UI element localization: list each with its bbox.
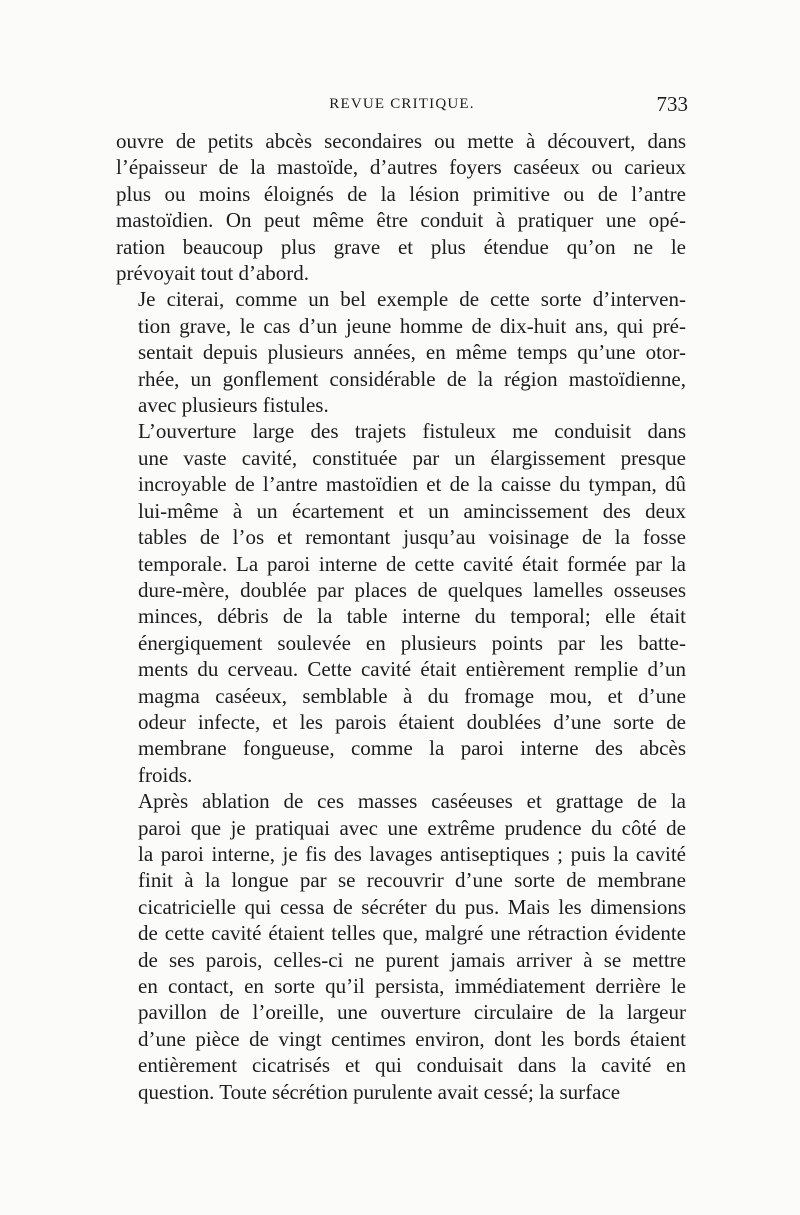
running-head [116, 92, 688, 120]
text-line: magma caséeux, semblable à du fromage mou, et d’une [138, 683, 686, 708]
text-line: entièrement cicatrisés et qui conduisait dans la cavité en [138, 1053, 686, 1078]
text-line: mastoïdien. On peut même être conduit à pratiquer une opé- [116, 208, 686, 233]
paragraph [116, 788, 686, 1105]
text-line: tion grave, le cas d’un jeune homme de dix-huit ans, qui pré- [138, 313, 686, 338]
text-line: ments du cerveau. Cette cavité était entièrement remplie d’un [138, 657, 686, 682]
text-line: finit à la longue par se recouvrir d’une sorte de membrane [138, 868, 686, 893]
text-line: ration beaucoup plus grave et plus étendue qu’on ne le [116, 234, 686, 259]
text-line: énergiquement soulevée en plusieurs points par les batte- [138, 630, 686, 655]
text-line: question. Toute sécrétion purulente avait cessé; la surface [138, 1079, 621, 1104]
text-line: lui-même à un écartement et un amincissement des deux [138, 498, 686, 523]
text-line: tables de l’os et remontant jusqu’au voisinage de la fosse [138, 525, 686, 550]
running-title: REVUE CRITIQUE. [329, 96, 475, 112]
text-line: paroi que je pratiquai avec une extrême prudence du côté de [138, 815, 686, 840]
text-line: prévoyait tout d’abord. [116, 261, 310, 286]
text-line: membrane fongueuse, comme la paroi interne des abcès [138, 736, 686, 761]
text-line: sentait depuis plusieurs années, en même temps qu’une otor- [138, 340, 686, 365]
text-line: rhée, un gonflement considérable de la région mastoïdienne, [138, 366, 686, 391]
text-line: une vaste cavité, constituée par un élargissement presque [138, 445, 686, 470]
text-line: Après ablation de ces masses caséeuses et grattage de la [138, 789, 686, 814]
text-line: de ses parois, celles-ci ne purent jamais arriver à se mettre [138, 947, 686, 972]
text-line: la paroi interne, je fis des lavages antiseptiques ; puis la cavité [138, 841, 686, 866]
paragraph [116, 418, 686, 788]
text-line: avec plusieurs fistules. [138, 393, 329, 418]
text-line: minces, débris de la table interne du temporal; elle était [138, 604, 686, 629]
text-line: de cette cavité étaient telles que, malgré une rétraction évidente [138, 921, 686, 946]
text-line: L’ouverture large des trajets fistuleux me conduisit dans [138, 419, 686, 444]
text-line: en contact, en sorte qu’il persista, immédiatement derrière le [138, 974, 686, 998]
text-line: froids. [138, 762, 193, 787]
text-line: temporale. La paroi interne de cette cavité était formée par la [138, 551, 686, 576]
text-line: plus ou moins éloignés de la lésion primitive ou de l’antre [116, 181, 686, 206]
text-line: pavillon de l’oreille, une ouverture circulaire de la largeur [138, 1000, 686, 1025]
text-line: incroyable de l’antre mastoïdien et de la caisse du tympan, dû [138, 472, 686, 497]
text-line: d’une pièce de vingt centimes environ, dont les bords étaient [138, 1026, 686, 1051]
text-line: odeur infecte, et les parois étaient doublées d’une sorte de [138, 709, 686, 734]
text-line: ouvre de petits abcès secondaires ou mette à découvert, dans [116, 129, 686, 153]
text-line: Je citerai, comme un bel exemple de cette sorte d’interven- [138, 287, 686, 312]
paragraph [116, 128, 686, 286]
body-text [116, 128, 686, 1105]
text-line: dure-mère, doublée par places de quelques lamelles osseuses [138, 577, 686, 602]
paragraph [116, 286, 686, 418]
text-line: cicatricielle qui cessa de sécréter du pus. Mais les dimensions [138, 894, 686, 919]
text-line: l’épaisseur de la mastoïde, d’autres foyers caséeux ou carieux [116, 155, 686, 180]
page-number: 733 [656, 92, 688, 116]
